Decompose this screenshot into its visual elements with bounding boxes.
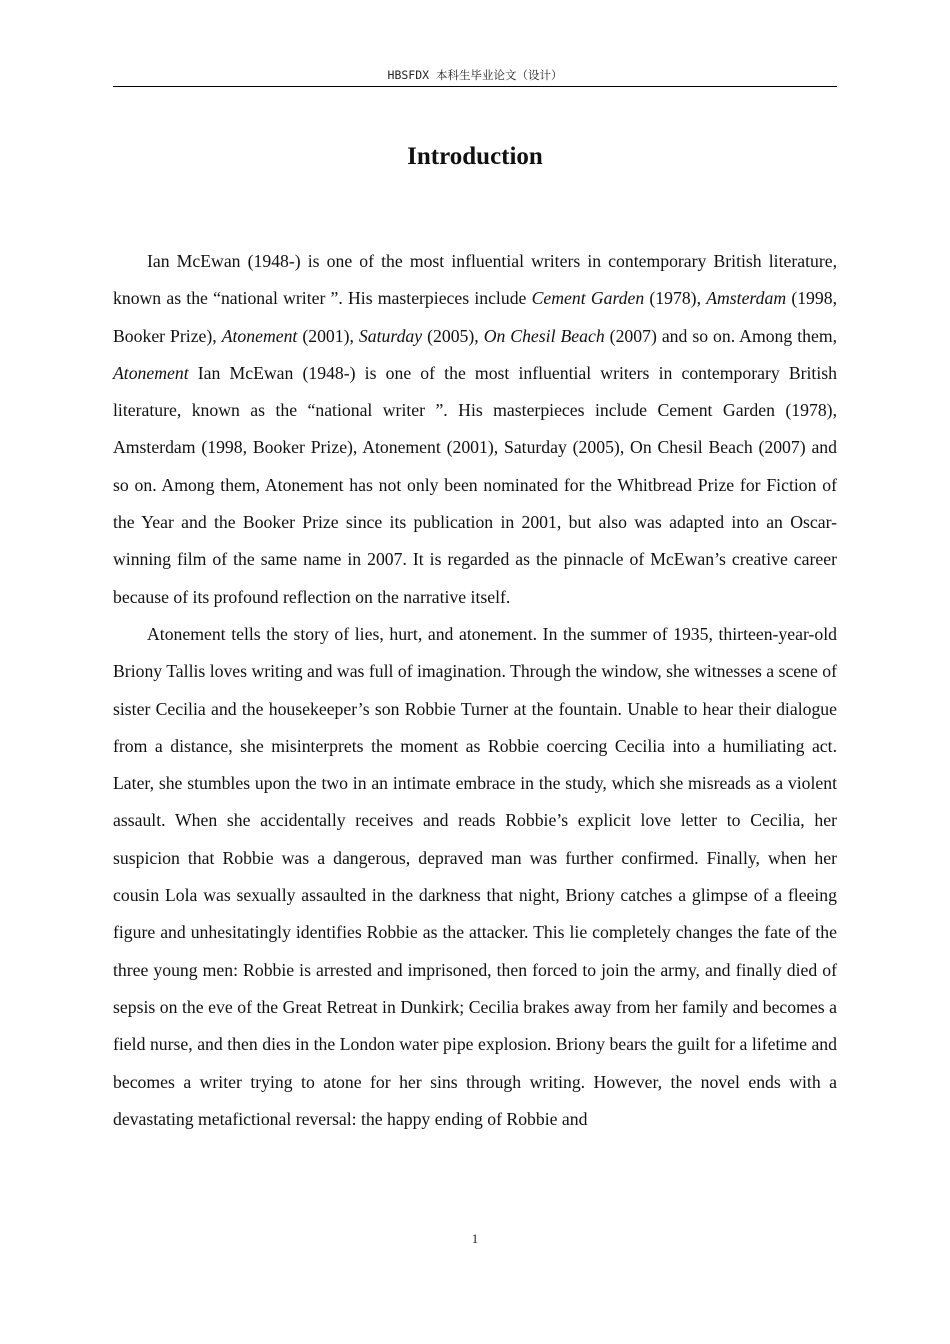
body-text <box>113 243 837 1138</box>
italic-title-text: Cement Garden <box>531 288 645 309</box>
paragraph-text: Atonement tells the story of lies, hurt, and atonement. In the summer of 1935, thirteen-year-old Briony Tallis loves writing and was full of imagination. Through the window, she witnesses a scene of sister Cecilia and the housekeeper’s son Robbie Turner at the fountain. Unable to hear their dialogue from a distance, she misinterprets the moment as Robbie coercing Cecilia into a humiliating act. Later, she stumbles upon the two in an intimate embrace in the study, which she misreads as a violent assault. When she accidentally receives and reads Robbie’s explicit love letter to Cecilia, her suspicion that Robbie was a dangerous, depraved man was further confirmed. Finally, when her cousin Lola was sexually assaulted in the darkness that night, Briony catches a glimpse of a fleeing figure and unhesitatingly identifies Robbie as the attacker. This lie completely changes the fate of the three young men: Robbie is arrested and imprisoned, then forced to join the army, and finally died of sepsis on the eve of the Great Retreat in Dunkirk; Cecilia brakes away from her family and becomes a field nurse, and then dies in the London water pipe explosion. Briony bears the guilt for a lifetime and becomes a writer trying to atone for her sins through writing. However, the novel ends with a devastating metafictional reversal: the happy ending of Robbie and <box>113 623 837 1129</box>
paragraph-text: (1978), <box>644 288 707 309</box>
paragraph-intro <box>113 243 837 616</box>
paragraph-text: (2007) and so on. Among them, <box>604 325 838 346</box>
paragraph-text: (2001), <box>297 325 359 346</box>
italic-title-text: Atonement <box>221 325 298 346</box>
running-header <box>113 68 837 87</box>
italic-title-text: Saturday <box>358 325 423 346</box>
paragraph-text: Ian McEwan (1948-) is one of the most influential writers in contemporary British literature, known as the “national writer ”. His masterpieces include Cement Garden (1978), Amsterdam (1998, Booker Prize), Atonement (2001), Saturday (2005), On Chesil Beach (2007) and so on. Among them, Atonement has not only been nominated for the Whitbread Prize for Fiction of the Year and the Booker Prize since its publication in 2001, but also was adapted into an Oscar-winning film of the same name in 2007. It is regarded as the pinnacle of McEwan’s creative career because of its profound reflection on the narrative itself. <box>113 362 837 607</box>
italic-title-text: Atonement <box>113 362 189 383</box>
page-number: 1 <box>471 1231 479 1246</box>
paragraph-text: (2005), <box>422 325 484 346</box>
paragraph-text: (1998, Booker Prize), <box>113 288 838 346</box>
chapter-title: Introduction <box>407 143 543 170</box>
italic-title-text: On Chesil Beach <box>483 325 605 346</box>
italic-title-text: Amsterdam <box>706 288 787 309</box>
running-header-text: HBSFDX 本科生毕业论文（设计） <box>387 68 563 82</box>
paragraph-text: Ian McEwan (1948-) is one of the most influential writers in contemporary British literature, known as the “national writer ”. His masterpieces include <box>113 251 837 309</box>
paragraph-plot-summary <box>113 616 837 1138</box>
